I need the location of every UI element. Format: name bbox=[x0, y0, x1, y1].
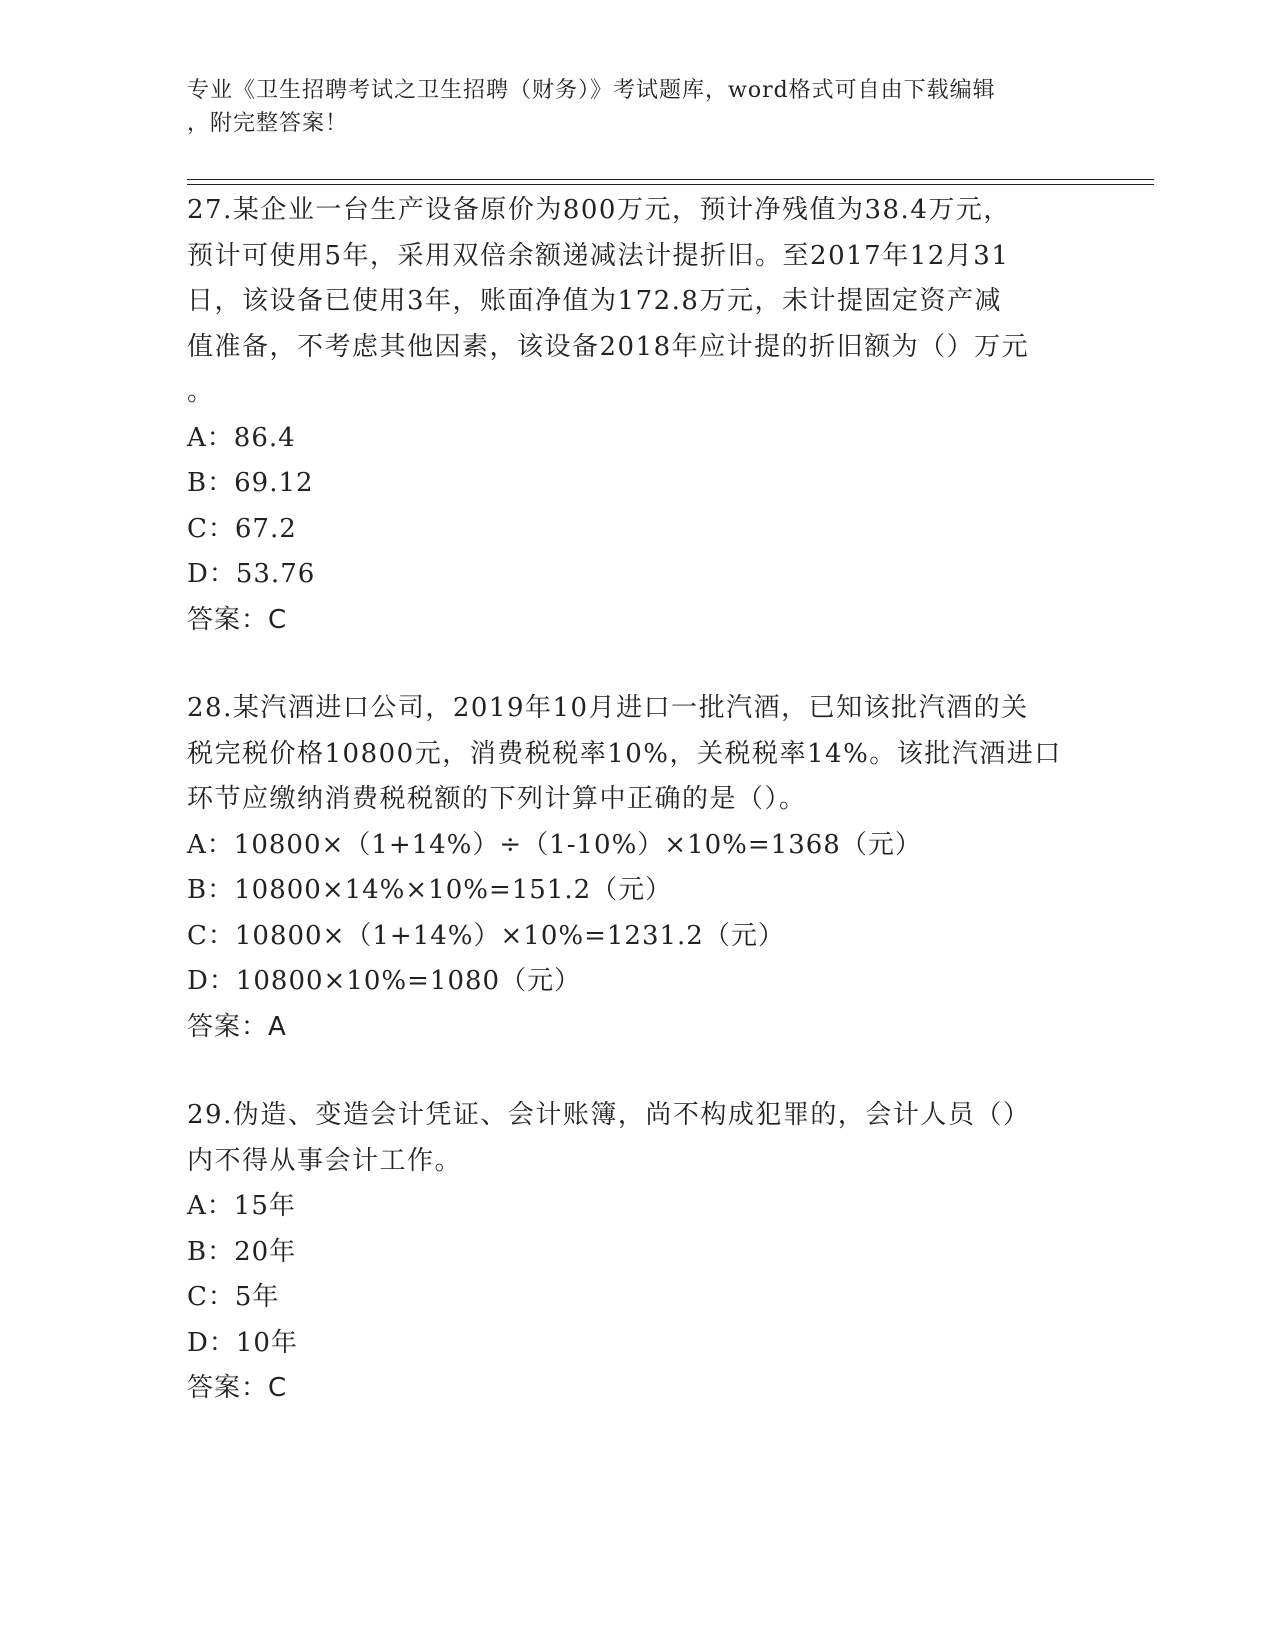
document-header bbox=[187, 74, 1067, 140]
question-spacer bbox=[187, 1050, 1077, 1093]
stem-line: 日，该设备已使用3年，账面净值为172.8万元，未计提固定资产减 bbox=[187, 286, 1002, 316]
option-c: C：67.2 bbox=[187, 513, 297, 544]
question-27-stem bbox=[187, 188, 1077, 416]
header-line-1: 专业《卫生招聘考试之卫生招聘（财务）》考试题库，word格式可自由下载编辑 bbox=[187, 78, 996, 103]
question-27 bbox=[187, 188, 1077, 643]
option-a: A：10800×（1+14%）÷（1-10%）×10%=1368（元） bbox=[187, 829, 922, 860]
header-line-2: ，附完整答案！ bbox=[187, 111, 349, 136]
stem-line: 环节应缴纳消费税税额的下列计算中正确的是（）。 bbox=[187, 784, 807, 814]
stem-line: 税完税价格10800元，消费税税率10%，关税税率14%。该批汽酒进口 bbox=[187, 738, 1062, 769]
header-rule-bottom bbox=[187, 184, 1154, 185]
stem-line: 27.某企业一台生产设备原价为800万元，预计净残值为38.4万元， bbox=[187, 195, 1011, 225]
stem-line: 值准备，不考虑其他因素，该设备2018年应计提的折旧额为（）万元 bbox=[187, 331, 1030, 362]
stem-line: 预计可使用5年，采用双倍余额递减法计提折旧。至2017年12月31 bbox=[187, 240, 1010, 271]
option-d: D：10年 bbox=[187, 1327, 298, 1358]
option-b: B：69.12 bbox=[187, 468, 314, 498]
question-29 bbox=[187, 1093, 1077, 1412]
answer: 答案：C bbox=[187, 1373, 288, 1403]
question-spacer bbox=[187, 643, 1077, 686]
answer: 答案：C bbox=[187, 604, 288, 635]
option-d: D：53.76 bbox=[187, 559, 316, 589]
option-c: C：5年 bbox=[187, 1282, 280, 1312]
option-b: B：10800×14%×10%=151.2（元） bbox=[187, 875, 673, 905]
stem-line: 。 bbox=[187, 377, 215, 407]
question-list bbox=[187, 188, 1077, 1412]
stem-line: 28.某汽酒进口公司，2019年10月进口一批汽酒，已知该批汽酒的关 bbox=[187, 693, 1029, 723]
answer: 答案：A bbox=[187, 1011, 287, 1042]
option-d: D：10800×10%=1080（元） bbox=[187, 966, 582, 996]
question-28-stem bbox=[187, 686, 1077, 823]
question-29-stem bbox=[187, 1093, 1077, 1184]
stem-line: 29.伪造、变造会计凭证、会计账簿，尚不构成犯罪的，会计人员（） bbox=[187, 1100, 1031, 1130]
stem-line: 内不得从事会计工作。 bbox=[187, 1145, 463, 1176]
option-a: A：86.4 bbox=[187, 422, 296, 453]
header-rule-top bbox=[187, 179, 1154, 180]
question-28 bbox=[187, 686, 1077, 1050]
option-b: B：20年 bbox=[187, 1236, 297, 1267]
option-c: C：10800×（1+14%）×10%=1231.2（元） bbox=[187, 920, 785, 951]
option-a: A：15年 bbox=[187, 1191, 296, 1221]
